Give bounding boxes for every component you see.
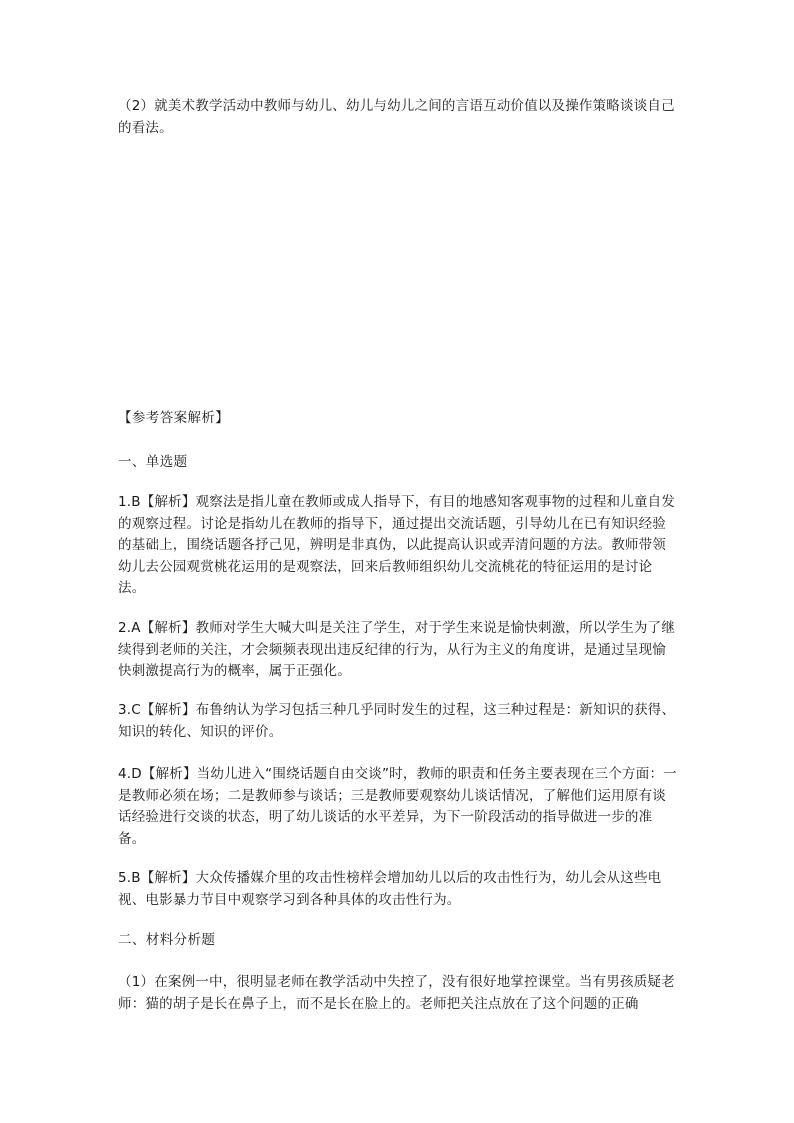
answer-1: 1.B【解析】观察法是指儿童在教师或成人指导下，有目的地感知客观事物的过程和儿童自发的观察过程。讨论是指幼儿在教师的指导下，通过提出交流话题，引导幼儿在已有知识经验的基础上，围绕话题各抒己见，辨明是非真伪，以此提高认识或弄清问题的方法。教师带领幼儿去公园观赏桃花运用的是观察法，回来后教师组织幼儿交流桃花的特征运用的是讨论法。: [118, 494, 676, 596]
answer-4: 4.D【解析】当幼儿进入“围绕话题自由交谈”时，教师的职责和任务主要表现在三个方面：一是教师必须在场；二是教师参与谈话；三是教师要观察幼儿谈话情况，了解他们运用原有谈话经验进行交谈的状态，明了幼儿谈话的水平差异，为下一阶段活动的指导做进一步的准备。: [118, 766, 677, 847]
answer-2: 2.A【解析】教师对学生大喊大叫是关注了学生，对于学生来说是愉快刺激，所以学生为了继续得到老师的关注，才会频频表现出违反纪律的行为，从行为主义的角度讲，是通过呈现愉快刺激提高行为的概率，属于正强化。: [118, 620, 676, 679]
question-2-text: （2）就美术教学活动中教师与幼儿、幼儿与幼儿之间的言语互动价值以及操作策略谈谈自己的看法。: [118, 98, 675, 136]
answer-3: 3.C【解析】布鲁纳认为学习包括三种几乎同时发生的过程，这三种过程是：新知识的获得、知识的转化、知识的评价。: [118, 702, 676, 740]
answer-section-title: 【参考答案解析】: [118, 410, 230, 426]
analysis-1: （1）在案例一中，很明显老师在教学活动中失控了，没有很好地掌控课堂。当有男孩质疑老师：猫的胡子是长在鼻子上，而不是长在脸上的。老师把关注点放在了这个问题的正确: [118, 974, 675, 1012]
part2-title: 二、材料分析题: [118, 932, 216, 948]
answer-5: 5.B【解析】大众传播媒介里的攻击性榜样会增加幼儿以后的攻击性行为，幼儿会从这些电视、电影暴力节目中观察学习到各种具体的攻击性行为。: [118, 870, 662, 908]
part1-title: 一、单选题: [118, 454, 188, 470]
